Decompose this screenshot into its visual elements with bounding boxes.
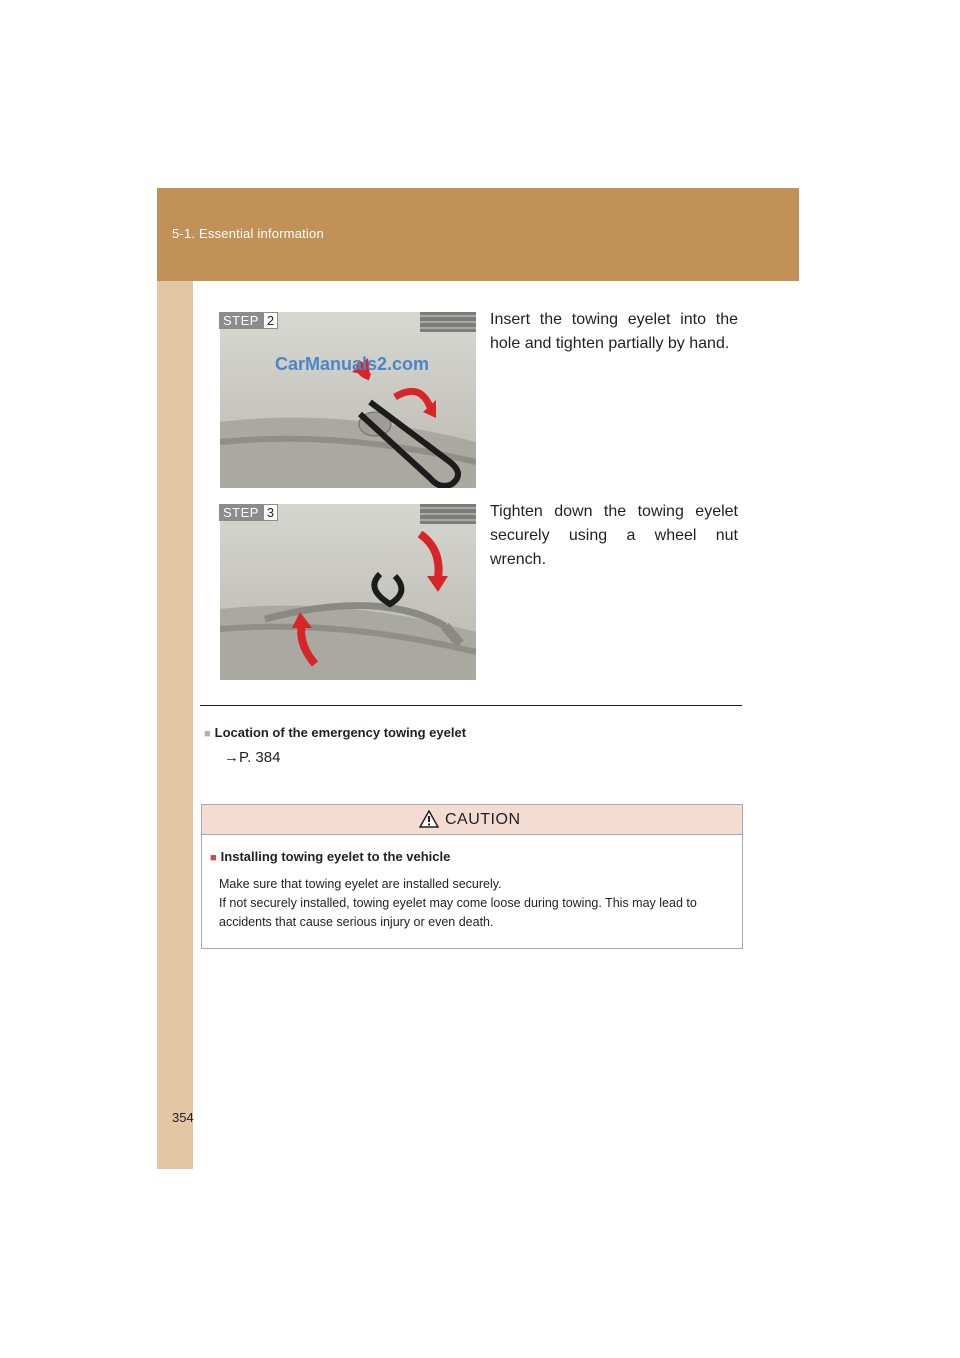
caution-subheading: ■ Installing towing eyelet to the vehicle (210, 849, 451, 864)
step-2-badge (219, 312, 278, 329)
step-number: 3 (263, 504, 278, 521)
watermark: CarManuals2.com (275, 354, 430, 374)
caution-body (219, 875, 739, 932)
caution-line: If not securely installed, towing eyelet may come loose during towing. This may lead to accidents that cause serious injury or even death. (219, 896, 697, 929)
caution-line: Make sure that towing eyelet are installed securely. (219, 877, 502, 891)
caution-box (201, 804, 743, 949)
step-3-text: Tighten down the towing eyelet securely using a wheel nut wrench. (490, 503, 738, 568)
step-2-illustration (220, 312, 476, 488)
square-bullet-icon: ■ (210, 852, 217, 864)
page-reference[interactable]: →P. 384 (224, 749, 281, 766)
page-number: 354 (172, 1110, 194, 1125)
divider (200, 705, 742, 706)
step-2-text: Insert the towing eyelet into the hole and tighten partially by hand. (490, 311, 738, 352)
square-bullet-icon: ■ (204, 728, 211, 740)
caution-title: CAUTION (445, 811, 521, 828)
side-strip (157, 281, 193, 1169)
note-heading: ■ Location of the emergency towing eyelet (204, 725, 467, 740)
step-label: STEP (219, 504, 263, 521)
step-3-badge (219, 504, 278, 521)
warning-triangle-icon (419, 810, 439, 828)
step-number: 2 (263, 312, 278, 329)
caution-header (202, 805, 742, 835)
step-label: STEP (219, 312, 263, 329)
step-3-illustration (220, 504, 476, 680)
section-title: 5-1. Essential information (172, 226, 324, 241)
